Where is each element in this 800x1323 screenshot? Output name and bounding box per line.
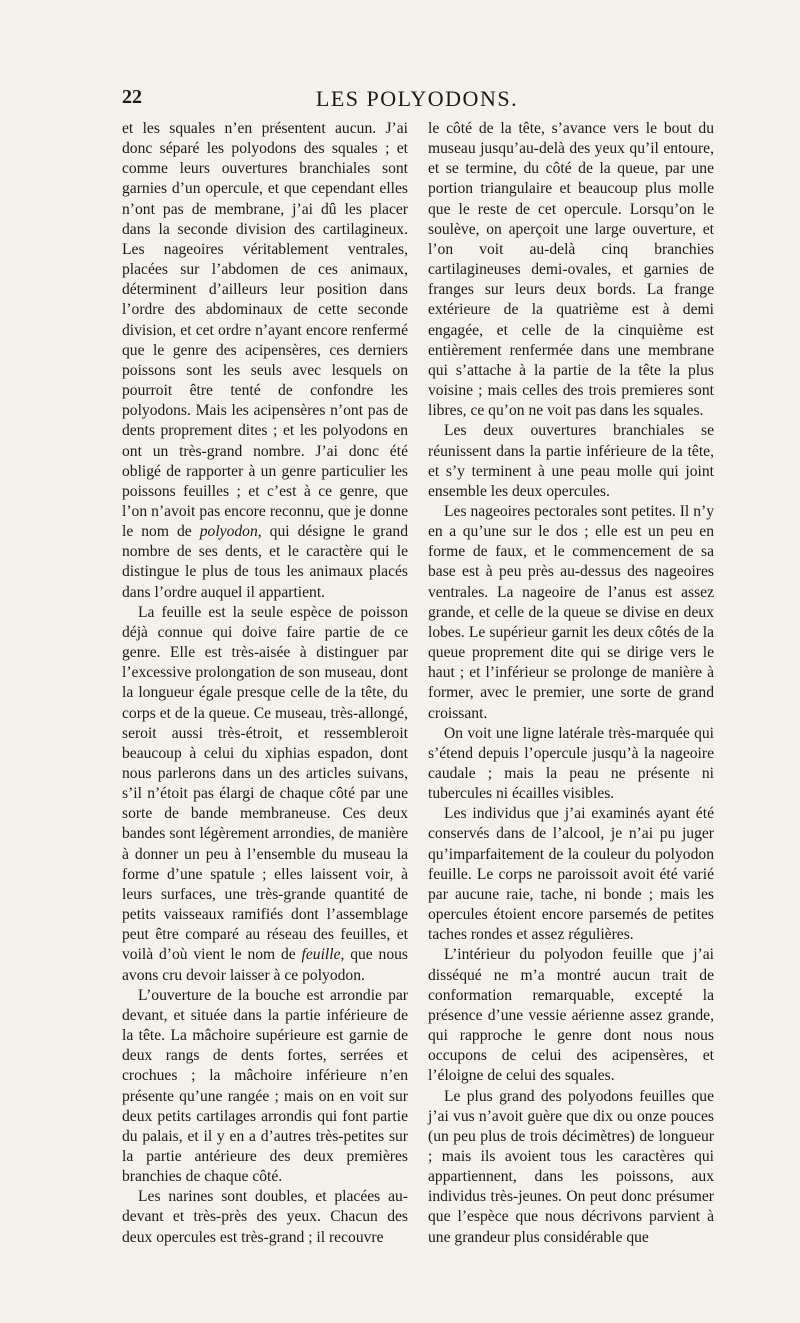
running-head: LES POLYODONS. bbox=[315, 86, 519, 111]
paragraph: La feuille est la seule espèce de poisson déjà connue qui doive faire partie de ce genre. Elle est très-aisée à distinguer par l’excessive prolongation de son museau, dont la longueur égale presque celle de la tête, du corps et de la queue. Ce museau, très-allongé, seroit aussi très-étroit, et ressembleroit beaucoup à celui du xiphias espadon, dont nous parlerons dans un des articles suivans, s’il n’étoit pas élargi de chaque côté par une sorte de bande membraneuse. Ces deux bandes sont légèrement arrondies, de manière à donner un peu à l’ensemble du museau la forme d’une spatule ; elles laissent voir, à leurs surfaces, une très-grande quantité de petits vaisseaux ramifiés dont l’assemblage peut être comparé au réseau des feuilles, et voilà d’où vient le nom de feuille, que nous avons cru devoir laisser à ce polyodon. bbox=[122, 603, 408, 984]
paragraph: Les deux ouvertures branchiales se réunissent dans la partie inférieure de la tête, et s’y terminent à une peau molle qui joint ensemble les deux opercules. bbox=[428, 422, 714, 500]
right-column bbox=[428, 119, 714, 1248]
paragraph: Le plus grand des polyodons feuilles que j’ai vus n’avoit guère que dix ou onze pouces (un peu plus de trois décimètres) de longueur ; mais ils avoient tous les caractères qui appartiennent, dans les poissons, aux individus très-jeunes. On peut donc présumer que l’espèce que nous décrivons parvient à une grandeur plus considérable que bbox=[428, 1087, 714, 1246]
paragraph: Les nageoires pectorales sont petites. Il n’y en a qu’une sur le dos ; elle est un peu en forme de faux, et le commencement de sa base est à peu près au-dessus des nageoires ventrales. La nageoire de l’anus est assez grande, et celle de la queue se divise en deux lobes. Le supérieur garnit les deux côtés de la queue proprement dite qui se dirige vers le haut ; et l’inférieur se prolonge de manière à former, avec le premier, une sorte de grand croissant. bbox=[428, 502, 714, 722]
paragraph: et les squales n’en présentent aucun. J’ai donc séparé les polyodons des squales ; et comme leurs ouvertures branchiales sont garnies d’un opercule, et que cependant elles n’ont pas de membrane, j’ai dû les placer dans la seconde division des cartilagineux. Les nageoires véritablement ventrales, placées sur l’abdomen de ces animaux, déterminent d’ailleurs leur position dans l’ordre des abdominaux de cette seconde division, et cet ordre n’ayant encore renfermé que le genre des acipensères, ces derniers poissons sont les seuls avec lesquels on pourroit être tenté de confondre les polyodons. Mais les acipensères n’ont pas de dents proprement dites ; et les polyodons en ont un très-grand nombre. J’ai donc été obligé de rapporter à un genre particulier les poissons feuilles ; et c’est à ce genre, que l’on n’avoit pas encore reconnu, que je donne le nom de polyodon, qui désigne le grand nombre de ses dents, et le caractère qui le distingue le plus de tous les animaux placés dans l’ordre auquel il appartient. bbox=[122, 120, 408, 601]
paragraph: le côté de la tête, s’avance vers le bout du museau jusqu’au-delà des yeux qu’il entoure, et se termine, du côté de la queue, par une portion triangulaire et beaucoup plus molle que le reste de cet opercule. Lorsqu’on le soulève, on aperçoit une large ouverture, et l’on voit au-delà cinq branchies cartilagineuses demi-ovales, et garnies de franges sur leurs deux bords. La frange extérieure de la quatrième est à demi engagée, et celle de la cinquième est entièrement renfermée dans une membrane qui s’attache à la partie de la tête la plus voisine ; mais celles des trois premieres sont libres, ce qu’on ne voit pas dans les squales. bbox=[428, 120, 714, 420]
paragraph: L’ouverture de la bouche est arrondie par devant, et située dans la partie inférieure de la tête. La mâchoire supérieure est garnie de deux rangs de dents fortes, serrées et crochues ; la mâchoire inférieure n’en présente qu’une rangée ; mais on en voit sur deux petits cartilages arrondis qui font partie du palais, et il y en a d’autres très-petites sur la partie antérieure des deux premières branchies de chaque côté. bbox=[122, 986, 408, 1186]
paragraph: Les individus que j’ai examinés ayant été conservés dans de l’alcool, je n’ai pu juger qu’imparfaitement de la couleur du polyodon feuille. Le corps ne paroissoit avoit été varié par aucune raie, tache, ni bonde ; mais les opercules étoient encore parsemés de petites taches rondes et assez régulières. bbox=[428, 805, 714, 944]
paragraph: Les narines sont doubles, et placées au-devant et très-près des yeux. Chacun des deux opercules est très-grand ; il recouvre bbox=[122, 1188, 408, 1246]
page-number: 22 bbox=[122, 86, 142, 108]
paragraph: L’intérieur du polyodon feuille que j’ai disséqué ne m’a montré aucun trait de conformation remarquable, excepté la présence d’une vessie aérienne assez grande, qui rapproche le genre dont nous nous occupons de celui des acipensères, et l’éloigne de celui des squales. bbox=[428, 946, 714, 1085]
left-column bbox=[122, 119, 408, 1248]
page-header bbox=[122, 86, 712, 116]
italic-term: feuille bbox=[301, 946, 341, 964]
italic-term: polyodon bbox=[199, 523, 258, 541]
paragraph: On voit une ligne latérale très-marquée qui s’étend depuis l’opercule jusqu’à la nageoire caudale ; mais la peau ne présente ni tubercules ni écailles visibles. bbox=[428, 724, 714, 803]
